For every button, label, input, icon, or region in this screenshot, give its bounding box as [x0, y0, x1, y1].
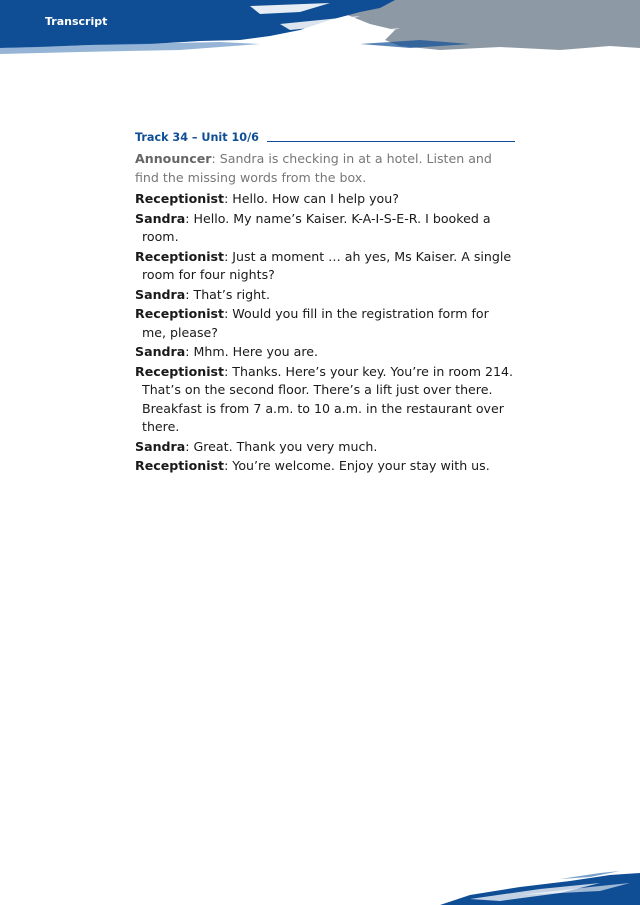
speech-text: : Great. Thank you very much.	[185, 438, 378, 454]
dialogue-turn	[135, 457, 515, 476]
speech-text: : Hello. How can I help you?	[224, 191, 399, 206]
speaker-name: Sandra	[135, 438, 186, 454]
speech-text: : Would you fill in the registration form for me, please?	[142, 306, 489, 340]
speaker-name: Receptionist	[135, 458, 225, 473]
announcer-speaker: Announcer	[135, 151, 212, 166]
speech-text: : That’s right.	[185, 286, 271, 302]
speech-text: : You’re welcome. Enjoy your stay with us.	[224, 458, 490, 473]
track-title: Track 34 – Unit 10/6	[135, 131, 259, 144]
speech-text: : Mhm. Here you are.	[185, 344, 319, 359]
speaker-name: Sandra	[135, 344, 186, 359]
dialogue-turn	[135, 363, 515, 437]
dialogue-turn	[135, 248, 515, 285]
dialogue-turn	[135, 305, 515, 342]
announcer-line	[135, 150, 515, 187]
announcer-text: : Sandra is checking in at a hotel. Listen and find the missing words from the box.	[135, 151, 492, 185]
speaker-name: Sandra	[135, 210, 186, 226]
speaker-name: Sandra	[135, 286, 186, 302]
dialogue-turn	[135, 438, 515, 457]
dialogue-turn	[135, 286, 515, 305]
footer-brush-stroke	[0, 865, 640, 905]
header-label: Transcript	[45, 15, 108, 28]
transcript-body	[135, 131, 515, 477]
track-heading	[135, 131, 515, 144]
speaker-name: Receptionist	[135, 306, 225, 321]
speaker-name: Receptionist	[135, 363, 225, 379]
dialogue-turn	[135, 210, 515, 247]
speech-text: : Thanks. Here’s your key. You’re in room 214. That’s on the second floor. There’s a lift just over there. Breakfast is from 7 a.m. to 10 a.m. in the restaurant over there.	[142, 363, 514, 434]
dialogue-turn	[135, 190, 515, 209]
speech-text: : Hello. My name’s Kaiser. K-A-I-S-E-R. I booked a room.	[142, 210, 491, 244]
heading-rule	[267, 141, 515, 142]
speaker-name: Receptionist	[135, 191, 225, 206]
speaker-name: Receptionist	[135, 248, 225, 264]
header-brush-banner	[0, 0, 640, 62]
speech-text: : Just a moment … ah yes, Ms Kaiser. A single room for four nights?	[142, 248, 512, 282]
dialogue-turn	[135, 343, 515, 362]
